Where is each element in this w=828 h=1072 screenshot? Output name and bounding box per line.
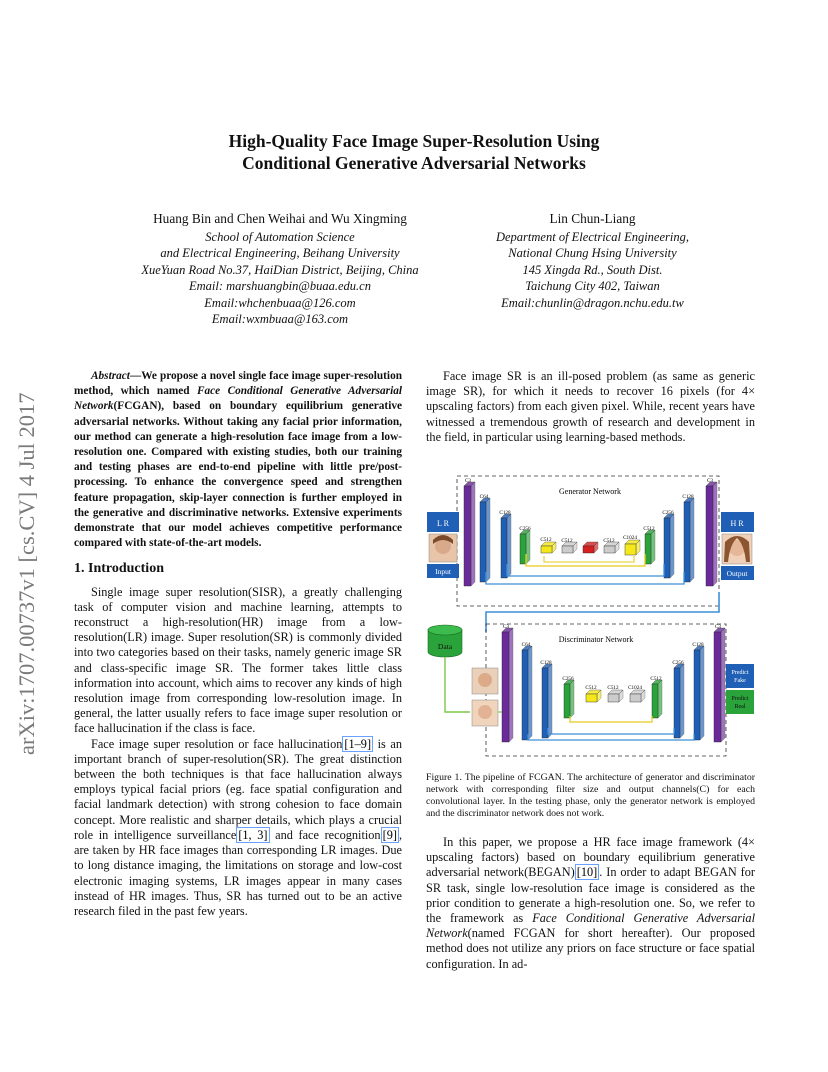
channel-label: C512 [650, 676, 662, 682]
channel-label: C128 [540, 660, 552, 666]
disc-layer-block [586, 690, 601, 702]
abstract-text: (FCGAN), based on boundary equilibrium generative adversarial networks. Without taking any facial prior information, our method can generate a high-resolution face image from a low-resolution one. Compared with existing studies, both our training and testing phases are end-to-end pipeline with little pre/post-processing. To enhance the convergence speed and strengthen feature propagation, skip-layer connection is further employed in the generative and discriminative networks. Extensive experiments demonstrate that our model achieves competitive performance compared with state-of-the-art models. [74, 400, 402, 550]
disc-face-1-shape [478, 673, 492, 687]
paragraph-text: In this paper, we propose a HR face image framework (4× upscaling factors) based on boundary equilibrium generative adversarial network(BEGAN) [426, 835, 755, 880]
channel-label: C512 [607, 685, 619, 691]
affiliation-line: National Chung Hsing University [508, 246, 677, 260]
predict-real-box [726, 690, 754, 714]
right-column-top [426, 369, 755, 445]
left-column [74, 369, 402, 919]
right-paragraph-1: Face image SR is an ill-posed problem (as same as generic image SR), for which it needs to recover 16 pixels (for 4× upscaling factors) from each given pixel. While, recent years have witnessed a tremendous growth of research and development in the field, in particular using learning-based methods. [426, 369, 755, 444]
affiliation-line: School of Automation Science [205, 229, 355, 244]
channel-label: C1024 [628, 685, 642, 691]
channel-label: C1024 [623, 535, 637, 541]
skip-connection-arrow [544, 556, 634, 562]
gen-layer-block [625, 540, 640, 555]
channel-label: C128 [682, 494, 694, 500]
channel-label: C512 [561, 538, 573, 544]
disc-layer-block [522, 646, 532, 740]
affiliation-line: and Electrical Engineering, Beihang University [160, 246, 400, 260]
citation-link[interactable]: [1–9] [344, 736, 372, 751]
data-arrow [445, 657, 470, 712]
hr-label: H R [730, 519, 744, 528]
author-names: Lin Chun-Liang [549, 211, 636, 226]
disc-layer-block [652, 680, 662, 718]
title-line-1: High-Quality Face Image Super-Resolution Using [228, 131, 600, 151]
pipeline-diagram [424, 472, 757, 762]
disc-layer-block [502, 628, 513, 742]
address-line: 145 Xingda Rd., South Dist. [522, 262, 663, 277]
affiliation-line: Department of Electrical Engineering, [495, 229, 689, 244]
disc-layer-block [564, 680, 574, 718]
disc-layer-block [714, 628, 725, 742]
channel-label: C3 [714, 624, 722, 630]
skip-connection-arrow [486, 572, 684, 584]
channel-label: C256 [519, 526, 531, 532]
abstract-label: Abstract [91, 370, 130, 382]
author-names: Huang Bin and Chen Weihai and Wu Xingming [153, 211, 407, 226]
paragraph-text: . In order to adapt BEGAN for SR task, single low-resolution face image is considered as the prior condition to generate a high-resolution one. So, we refer to the framework as [426, 865, 755, 926]
abstract [74, 369, 402, 551]
address-line: XueYuan Road No.37, HaiDian District, Beijing, China [141, 262, 419, 277]
skip-connection-arrow [548, 728, 674, 734]
pipeline-figure [424, 472, 757, 762]
figure-caption: Figure 1. The pipeline of FCGAN. The architecture of generator and discriminator network with corresponding filter size and output channels(C) for each convolutional layer. In the testing phase, only the generator network is employed and the discriminator network does not work. [426, 772, 755, 819]
citation-link[interactable]: [10] [576, 865, 598, 880]
gen-layer-block [684, 498, 694, 582]
lr-label: L R [437, 519, 449, 528]
channel-label: C64 [521, 642, 531, 648]
arxiv-watermark [4, 300, 44, 760]
gen-layer-block [480, 498, 490, 582]
channel-label: C3 [502, 624, 510, 630]
channel-label: C512 [540, 537, 552, 543]
gen-layer-block [706, 482, 717, 586]
paragraph-text: , are taken by HR face images than corresponding LR images. Due to long distance imaging, the limitations on storage and low-cost electronic imaging systems, LR images appear in many cases instead of HR images. Thus, SR has turned out to be an active research filed in the past few years. [74, 827, 403, 918]
arxiv-watermark-text: arXiv:1707.00737v1 [cs.CV] 4 Jul 2017 [14, 392, 39, 755]
abstract-text: —We propose a novel single face image super-resolution method, which named [74, 370, 402, 398]
predict-fake-label: Predict Fake [731, 670, 749, 684]
channel-label: C128 [692, 642, 704, 648]
author-block-right [440, 211, 745, 311]
gen-layer-block [664, 514, 674, 578]
section-heading-introduction: 1. Introduction [74, 561, 164, 577]
method-name: Face Conditional Generative Adversarial Network [426, 911, 755, 941]
intro-paragraph-1: Single image super resolution(SISR), a greatly challenging task of computer vision and machine learning, attempts to reconstruct a high-resolution(HR) image from a low-resolution(LR) image. Super resolution(SR) is commonly divided into two categories based on their tasks, namely generic image SR and class-specific image SR. The former takes little class information into account, which aims to recover any kinds of high resolution image from corresponding low-resolution image. In general, the latter usually refers to face image super resolution or face hallucination if the class is face. [74, 584, 402, 736]
channel-label: C256 [662, 510, 674, 516]
paragraph-text: Face image super resolution or face hallucination [91, 736, 343, 751]
channel-label: C512 [603, 538, 615, 544]
address-line: Taichung City 402, Taiwan [525, 279, 660, 293]
right-paragraph-2 [426, 835, 755, 972]
data-label: Data [437, 642, 453, 651]
citation-link[interactable]: [1, 3] [238, 827, 268, 842]
skip-connection-arrow [528, 734, 694, 740]
citation-link[interactable]: [9] [382, 827, 397, 842]
paragraph-text: and face recognition [269, 827, 381, 842]
paragraph-text: is an important branch of super-resolution(SR). The great distinction between the both techniques is that face hallucination always employs typical facial priors (eg. face spatial configuration and facial landmark detection) with strong cohesion to face domain concept. More realistic and sharper details, which plays a crucial role in intelligence surveillance [74, 736, 402, 842]
channel-label: C256 [672, 660, 684, 666]
gen-layer-block [464, 482, 475, 586]
generator-title: Generator Network [559, 487, 621, 496]
channel-label: C3 [464, 478, 472, 484]
disc-face-2-shape [478, 705, 492, 719]
intro-paragraph-2 [74, 737, 402, 919]
channel-label: C512 [643, 526, 655, 532]
gen-layer-block [501, 514, 511, 578]
gen-layer-block [541, 542, 556, 553]
author-block-left [90, 211, 470, 328]
disc-layer-block [674, 664, 684, 738]
input-label: Input [435, 567, 451, 576]
title-line-2: Conditional Generative Adversarial Networks [242, 153, 586, 173]
email-link[interactable]: Email:wxmbuaa@163.com [211, 312, 349, 326]
channel-label: C3 [706, 478, 714, 484]
channel-label: C512 [585, 685, 597, 691]
email-link[interactable]: Email: marshuangbin@buaa.edu.cn [189, 279, 371, 293]
channel-label: C64 [479, 494, 489, 500]
data-cylinder [428, 625, 462, 657]
output-label: Output [726, 569, 748, 578]
paper-title [60, 130, 768, 174]
gen-layer-block [520, 530, 530, 564]
predict-fake-box [726, 664, 754, 688]
disc-layer-block [542, 664, 552, 738]
right-column-bottom [426, 772, 755, 972]
disc-layer-block [608, 690, 623, 702]
paragraph-text: (named FCGAN for short hereafter). Our proposed method does not utilize any priors on face structure or face spatial configuration. In ad- [426, 926, 755, 971]
generator-to-discriminator-arrow [486, 592, 722, 632]
email-link[interactable]: Email:whchenbuaa@126.com [204, 295, 356, 310]
discriminator-title: Discriminator Network [558, 635, 634, 644]
abstract-method-name: Face Conditional Generative Adversarial Network [74, 385, 402, 413]
disc-layer-block [694, 646, 704, 740]
channel-label: C128 [499, 510, 511, 516]
disc-layer-block [630, 690, 645, 702]
channel-label: C256 [562, 676, 574, 682]
email-link[interactable]: Email:chunlin@dragon.nchu.edu.tw [501, 295, 684, 310]
skip-connection-arrow [570, 716, 652, 722]
gen-layer-block [583, 542, 598, 553]
predict-real-label: Predict Real [731, 696, 749, 710]
gen-layer-block [645, 530, 655, 564]
